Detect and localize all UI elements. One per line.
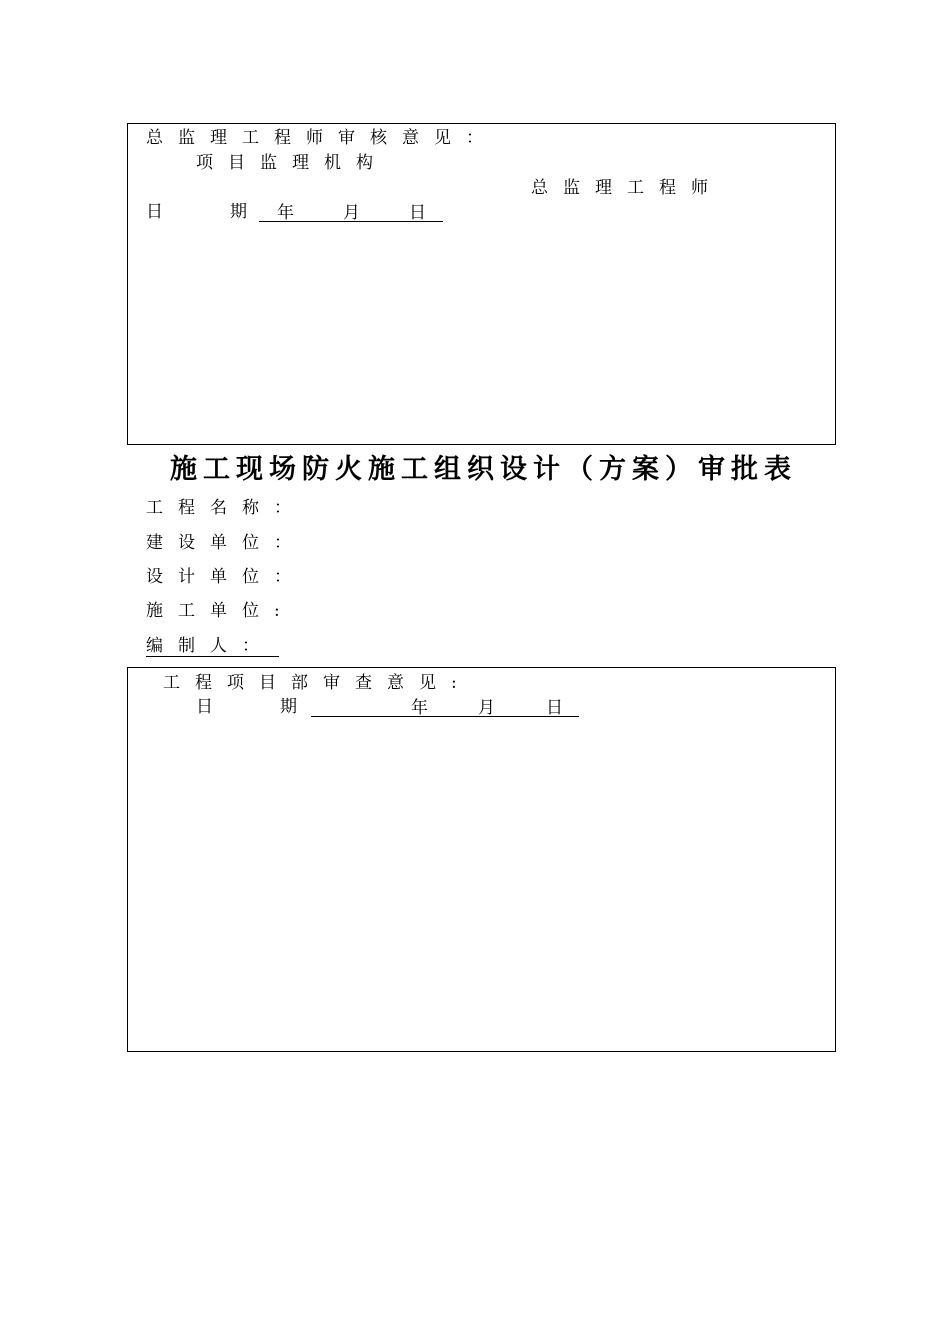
project-review-box xyxy=(127,667,836,1052)
date-char-ri: 日 xyxy=(146,202,163,222)
build-unit-label: 建设单位： xyxy=(146,533,306,553)
day-label: 日 xyxy=(546,698,563,718)
editor-label xyxy=(146,636,279,657)
supervisor-date-row xyxy=(146,202,443,222)
supervisor-opinion-label: 总监理工程师审核意见： xyxy=(146,128,498,148)
editor-underline: 编制人： xyxy=(146,636,279,657)
project-name-label: 工程名称： xyxy=(146,498,306,518)
form-title: 施工现场防火施工组织设计（方案）审批表 xyxy=(170,454,797,485)
year-label: 年 xyxy=(277,203,294,223)
date-char-ri: 日 xyxy=(196,697,213,717)
chief-engineer-label: 总监理工程师 xyxy=(531,178,723,198)
date-char-qi: 期 xyxy=(230,202,247,222)
design-unit-label: 设计单位： xyxy=(146,567,306,587)
year-label: 年 xyxy=(411,698,428,718)
project-opinion-label: 工程项目部审查意见: xyxy=(163,673,472,693)
supervisor-date-line xyxy=(259,203,443,222)
month-label: 月 xyxy=(478,698,495,718)
supervision-org-label: 项目监理机构 xyxy=(196,153,388,173)
month-label: 月 xyxy=(343,203,360,223)
date-char-qi: 期 xyxy=(280,697,297,717)
project-date-row xyxy=(196,697,579,717)
construction-unit-label: 施工单位: xyxy=(146,601,295,621)
day-label: 日 xyxy=(409,203,426,223)
project-date-line xyxy=(311,698,579,717)
